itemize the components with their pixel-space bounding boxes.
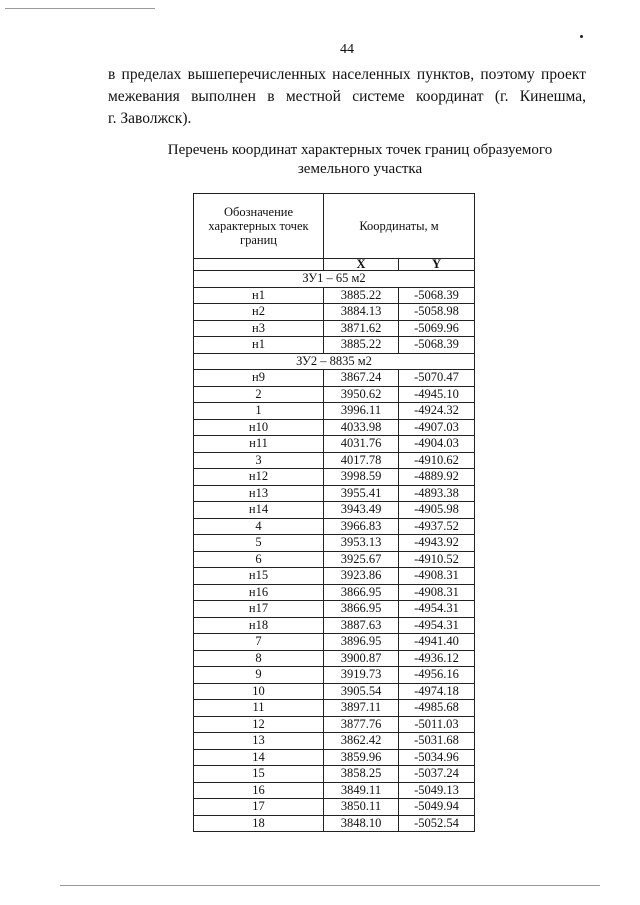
table-header-row <box>194 194 475 259</box>
table-row <box>194 436 475 453</box>
cell-point: н1 <box>194 337 324 354</box>
table-row <box>194 617 475 634</box>
cell-y: -4905.98 <box>399 502 475 519</box>
coordinates-table <box>193 193 475 832</box>
cell-point: 16 <box>194 782 324 799</box>
cell-x: 3943.49 <box>324 502 399 519</box>
table-row <box>194 304 475 321</box>
cell-x: 3885.22 <box>324 337 399 354</box>
cell-point: н3 <box>194 320 324 337</box>
cell-x: 3998.59 <box>324 469 399 486</box>
table-row <box>194 634 475 651</box>
table-row <box>194 518 475 535</box>
cell-y: -4974.18 <box>399 683 475 700</box>
cell-x: 3885.22 <box>324 287 399 304</box>
cell-x: 3955.41 <box>324 485 399 502</box>
cell-x: 3966.83 <box>324 518 399 535</box>
section-title: ЗУ1 – 65 м2 <box>194 271 475 288</box>
table-row <box>194 584 475 601</box>
cell-y: -5068.39 <box>399 337 475 354</box>
cell-x: 3953.13 <box>324 535 399 552</box>
table-row <box>194 782 475 799</box>
cell-x: 4031.76 <box>324 436 399 453</box>
header-empty <box>194 259 324 271</box>
table-row <box>194 386 475 403</box>
table-row <box>194 650 475 667</box>
cell-x: 3887.63 <box>324 617 399 634</box>
table-row <box>194 485 475 502</box>
cell-y: -5058.98 <box>399 304 475 321</box>
cell-y: -5070.47 <box>399 370 475 387</box>
cell-y: -4945.10 <box>399 386 475 403</box>
cell-point: 6 <box>194 551 324 568</box>
scan-artifact-top <box>5 8 155 9</box>
cell-point: 9 <box>194 667 324 684</box>
cell-x: 3859.96 <box>324 749 399 766</box>
header-point: Обозначение характерных точек границ <box>194 194 324 259</box>
cell-point: 12 <box>194 716 324 733</box>
cell-y: -4908.31 <box>399 584 475 601</box>
paragraph-line: в пределах вышеперечисленных населенных пунктов, поэтому проект <box>108 66 586 83</box>
cell-point: 1 <box>194 403 324 420</box>
cell-point: н13 <box>194 485 324 502</box>
cell-y: -5011.03 <box>399 716 475 733</box>
cell-x: 3919.73 <box>324 667 399 684</box>
cell-point: 13 <box>194 733 324 750</box>
cell-y: -5069.96 <box>399 320 475 337</box>
scan-artifact-bottom <box>60 885 600 886</box>
section-row <box>194 353 475 370</box>
section-title: ЗУ2 – 8835 м2 <box>194 353 475 370</box>
cell-x: 3877.76 <box>324 716 399 733</box>
cell-point: 2 <box>194 386 324 403</box>
cell-x: 3867.24 <box>324 370 399 387</box>
header-coords: Координаты, м <box>324 194 475 259</box>
caption-line: Перечень координат характерных точек границ образуемого <box>167 142 553 158</box>
cell-point: 10 <box>194 683 324 700</box>
cell-x: 3923.86 <box>324 568 399 585</box>
cell-x: 3900.87 <box>324 650 399 667</box>
cell-y: -4908.31 <box>399 568 475 585</box>
cell-point: н16 <box>194 584 324 601</box>
cell-y: -5034.96 <box>399 749 475 766</box>
cell-point: н11 <box>194 436 324 453</box>
cell-point: 7 <box>194 634 324 651</box>
table-row <box>194 700 475 717</box>
cell-point: н17 <box>194 601 324 618</box>
cell-point: 14 <box>194 749 324 766</box>
table-row <box>194 419 475 436</box>
cell-x: 3849.11 <box>324 782 399 799</box>
table-row <box>194 601 475 618</box>
cell-x: 3866.95 <box>324 601 399 618</box>
cell-y: -4954.31 <box>399 617 475 634</box>
cell-point: н14 <box>194 502 324 519</box>
cell-point: 8 <box>194 650 324 667</box>
table-caption <box>140 141 580 179</box>
cell-point: 11 <box>194 700 324 717</box>
header-y: Y <box>399 259 475 271</box>
paragraph-line: межевания выполнен в местной системе координат (г. Кинешма, <box>108 88 586 105</box>
cell-y: -4904.03 <box>399 436 475 453</box>
cell-point: н10 <box>194 419 324 436</box>
table-row <box>194 568 475 585</box>
table-row <box>194 683 475 700</box>
table-row <box>194 403 475 420</box>
cell-y: -4889.92 <box>399 469 475 486</box>
cell-y: -4910.62 <box>399 452 475 469</box>
scan-speck <box>580 35 583 38</box>
cell-y: -5049.94 <box>399 799 475 816</box>
cell-x: 4033.98 <box>324 419 399 436</box>
cell-point: 15 <box>194 766 324 783</box>
table-row <box>194 337 475 354</box>
table-row <box>194 502 475 519</box>
cell-x: 3897.11 <box>324 700 399 717</box>
cell-y: -4910.52 <box>399 551 475 568</box>
cell-x: 3858.25 <box>324 766 399 783</box>
caption-line: земельного участка <box>297 161 423 177</box>
body-paragraph <box>108 64 586 130</box>
cell-x: 3925.67 <box>324 551 399 568</box>
cell-x: 3871.62 <box>324 320 399 337</box>
table-row <box>194 535 475 552</box>
cell-point: н15 <box>194 568 324 585</box>
table-row <box>194 716 475 733</box>
cell-x: 4017.78 <box>324 452 399 469</box>
page-number: 44 <box>340 42 354 57</box>
cell-point: 4 <box>194 518 324 535</box>
cell-y: -4924.32 <box>399 403 475 420</box>
table-row <box>194 766 475 783</box>
table-row <box>194 799 475 816</box>
cell-point: н1 <box>194 287 324 304</box>
cell-x: 3905.54 <box>324 683 399 700</box>
cell-x: 3848.10 <box>324 815 399 832</box>
cell-point: н18 <box>194 617 324 634</box>
cell-x: 3850.11 <box>324 799 399 816</box>
cell-y: -4956.16 <box>399 667 475 684</box>
cell-y: -5049.13 <box>399 782 475 799</box>
paragraph-line: г. Заволжск). <box>108 110 192 127</box>
cell-y: -4936.12 <box>399 650 475 667</box>
table-subheader-row <box>194 259 475 271</box>
cell-y: -5068.39 <box>399 287 475 304</box>
cell-y: -4907.03 <box>399 419 475 436</box>
cell-x: 3884.13 <box>324 304 399 321</box>
cell-point: 17 <box>194 799 324 816</box>
cell-y: -4943.92 <box>399 535 475 552</box>
cell-y: -4954.31 <box>399 601 475 618</box>
table-row <box>194 287 475 304</box>
table-row <box>194 370 475 387</box>
table-row <box>194 452 475 469</box>
table-row <box>194 551 475 568</box>
cell-x: 3996.11 <box>324 403 399 420</box>
cell-x: 3862.42 <box>324 733 399 750</box>
section-row <box>194 271 475 288</box>
cell-y: -4937.52 <box>399 518 475 535</box>
cell-x: 3950.62 <box>324 386 399 403</box>
cell-point: 3 <box>194 452 324 469</box>
cell-y: -4941.40 <box>399 634 475 651</box>
cell-point: н9 <box>194 370 324 387</box>
cell-y: -5052.54 <box>399 815 475 832</box>
table-row <box>194 815 475 832</box>
cell-y: -5037.24 <box>399 766 475 783</box>
table-row <box>194 667 475 684</box>
cell-y: -4893.38 <box>399 485 475 502</box>
cell-point: н12 <box>194 469 324 486</box>
cell-point: 5 <box>194 535 324 552</box>
table-row <box>194 469 475 486</box>
cell-x: 3866.95 <box>324 584 399 601</box>
table-row <box>194 733 475 750</box>
cell-x: 3896.95 <box>324 634 399 651</box>
cell-point: 18 <box>194 815 324 832</box>
cell-y: -5031.68 <box>399 733 475 750</box>
header-x: X <box>324 259 399 271</box>
table-row <box>194 320 475 337</box>
cell-y: -4985.68 <box>399 700 475 717</box>
table-row <box>194 749 475 766</box>
cell-point: н2 <box>194 304 324 321</box>
